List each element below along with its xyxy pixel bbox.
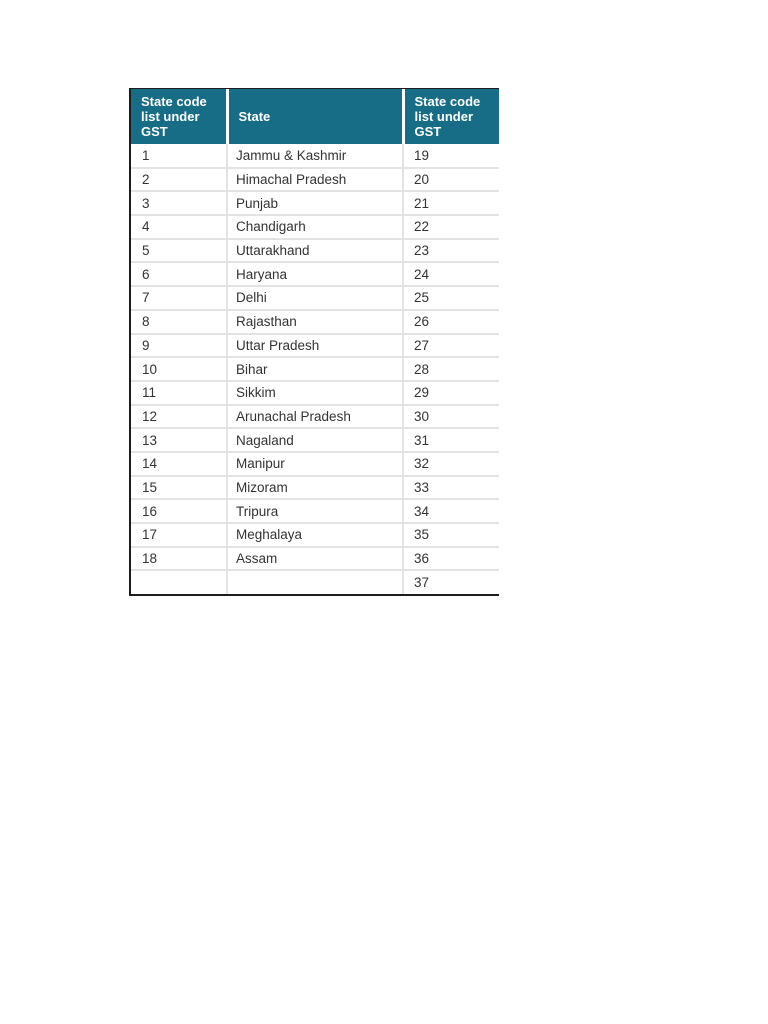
state-name-cell: Chandigarh bbox=[227, 215, 403, 239]
state-name-cell: Sikkim bbox=[227, 381, 403, 405]
code-left-cell: 17 bbox=[131, 523, 227, 547]
state-name-cell: Arunachal Pradesh bbox=[227, 405, 403, 429]
code-left-cell: 1 bbox=[131, 144, 227, 168]
state-name-cell: Delhi bbox=[227, 286, 403, 310]
table-row bbox=[131, 476, 499, 500]
code-left-cell: 12 bbox=[131, 405, 227, 429]
table-body bbox=[131, 144, 499, 594]
code-right-cell: 37 bbox=[414, 575, 430, 591]
code-right-cell: 36 bbox=[403, 547, 499, 571]
state-name-cell: Haryana bbox=[227, 262, 403, 286]
code-left-cell: 9 bbox=[131, 334, 227, 358]
table-header-row bbox=[131, 89, 499, 144]
code-left-cell: 7 bbox=[131, 286, 227, 310]
code-left-cell: 18 bbox=[131, 547, 227, 571]
table-row bbox=[131, 286, 499, 310]
state-name-cell bbox=[227, 570, 403, 594]
code-right-cell: 31 bbox=[403, 428, 499, 452]
state-name-cell: Uttarakhand bbox=[227, 239, 403, 263]
state-name-cell: Meghalaya bbox=[227, 523, 403, 547]
code-left-cell: 11 bbox=[131, 381, 227, 405]
code-right-cell: 21 bbox=[403, 191, 499, 215]
state-name-cell: Bihar bbox=[227, 357, 403, 381]
table-row bbox=[131, 334, 499, 358]
code-right-cell: 30 bbox=[403, 405, 499, 429]
code-right-cell: 34 bbox=[403, 499, 499, 523]
code-left-cell: 3 bbox=[131, 191, 227, 215]
header-state: State bbox=[227, 89, 403, 144]
table-row bbox=[131, 452, 499, 476]
code-left-cell: 2 bbox=[131, 168, 227, 192]
table-row bbox=[131, 357, 499, 381]
state-name-cell: Uttar Pradesh bbox=[227, 334, 403, 358]
state-name-cell: Manipur bbox=[227, 452, 403, 476]
header-state-code-left: State code list under GST bbox=[131, 89, 227, 144]
table-row bbox=[131, 523, 499, 547]
code-left-cell: 4 bbox=[131, 215, 227, 239]
code-left-cell: 6 bbox=[131, 262, 227, 286]
table-row bbox=[131, 215, 499, 239]
header-state-code-right: State code list under GST bbox=[403, 89, 499, 144]
code-right-cell: 28 bbox=[403, 357, 499, 381]
state-name-cell: Nagaland bbox=[227, 428, 403, 452]
state-code-table-container bbox=[129, 88, 499, 596]
code-right-cell: 25 bbox=[403, 286, 499, 310]
state-code-table bbox=[131, 89, 499, 594]
code-right-cell: 23 bbox=[403, 239, 499, 263]
code-right-cell: 26 bbox=[403, 310, 499, 334]
state-name-cell: Tripura bbox=[227, 499, 403, 523]
state-name-cell: Assam bbox=[227, 547, 403, 571]
code-right-cell: 24 bbox=[403, 262, 499, 286]
state-name-cell: Mizoram bbox=[227, 476, 403, 500]
table-row bbox=[131, 310, 499, 334]
table-row bbox=[131, 499, 499, 523]
table-row bbox=[131, 570, 499, 594]
table-row bbox=[131, 547, 499, 571]
code-right-cell: 22 bbox=[403, 215, 499, 239]
code-left-cell: 8 bbox=[131, 310, 227, 334]
table-row bbox=[131, 428, 499, 452]
table-row bbox=[131, 191, 499, 215]
table-row bbox=[131, 381, 499, 405]
code-right-cell: 20 bbox=[403, 168, 499, 192]
state-name-cell: Jammu & Kashmir bbox=[227, 144, 403, 168]
state-name-cell: Himachal Pradesh bbox=[227, 168, 403, 192]
code-right-cell: 29 bbox=[403, 381, 499, 405]
code-left-cell: 15 bbox=[131, 476, 227, 500]
code-left-cell: 5 bbox=[131, 239, 227, 263]
table-row bbox=[131, 144, 499, 168]
code-left-cell: 10 bbox=[131, 357, 227, 381]
table-row bbox=[131, 168, 499, 192]
state-name-cell: Punjab bbox=[227, 191, 403, 215]
code-right-cell: 27 bbox=[403, 334, 499, 358]
code-left-cell bbox=[131, 570, 227, 594]
code-left-cell: 14 bbox=[131, 452, 227, 476]
code-left-cell: 13 bbox=[131, 428, 227, 452]
table-row bbox=[131, 405, 499, 429]
table-row bbox=[131, 262, 499, 286]
code-right-cell: 32 bbox=[403, 452, 499, 476]
table-row bbox=[131, 239, 499, 263]
code-right-cell: 19 bbox=[403, 144, 499, 168]
code-right-cell: 33 bbox=[403, 476, 499, 500]
code-right-cell: 35 bbox=[403, 523, 499, 547]
code-left-cell: 16 bbox=[131, 499, 227, 523]
state-name-cell: Rajasthan bbox=[227, 310, 403, 334]
